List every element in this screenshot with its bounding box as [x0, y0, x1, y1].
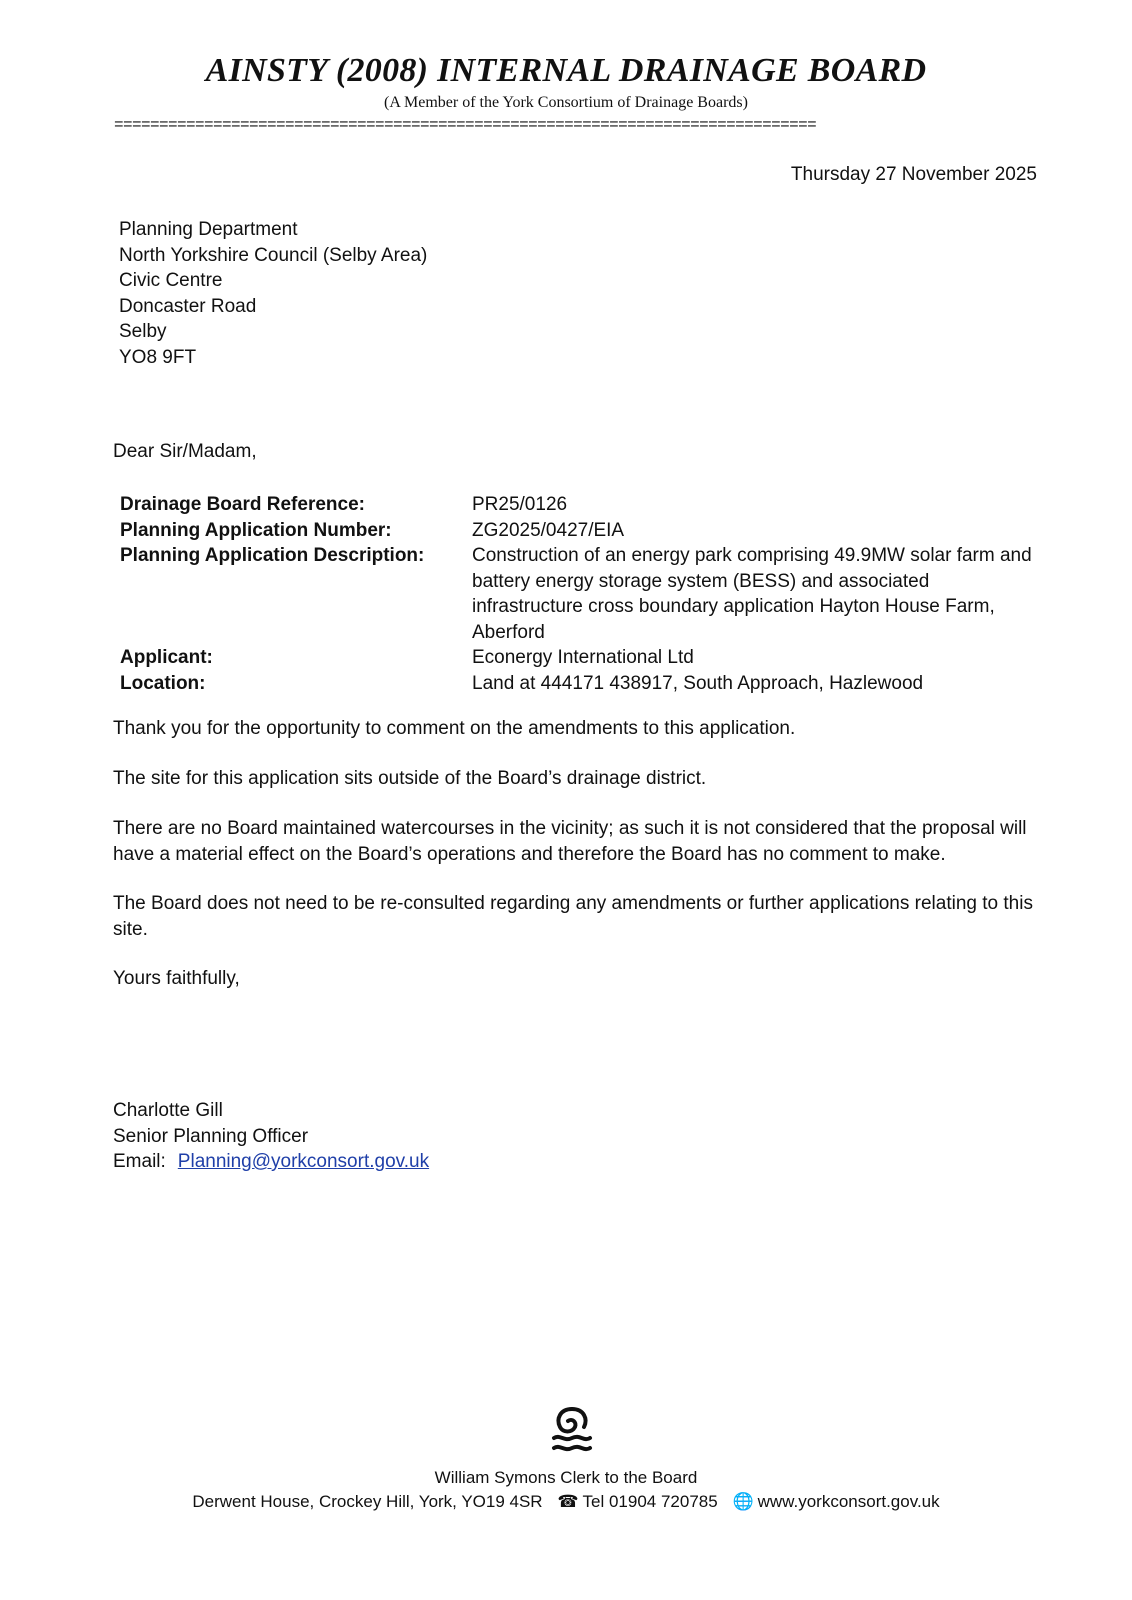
body-paragraph: Thank you for the opportunity to comment on the amendments to this application. [113, 718, 796, 739]
body-paragraph: The Board does not need to be re-consulted regarding any amendments or further applications relating to this site. [113, 893, 1033, 940]
reference-label: Drainage Board Reference: [120, 494, 365, 515]
reference-row [120, 671, 1037, 697]
reference-label: Location: [120, 672, 206, 694]
closing: Yours faithfully, [113, 968, 240, 989]
email-link[interactable]: Planning@yorkconsort.gov.uk [177, 1151, 430, 1172]
letter-date: Thursday 27 November 2025 [790, 164, 1037, 185]
email-label: Email: [113, 1151, 166, 1172]
address-line: YO8 9FT [119, 346, 197, 368]
salutation: Dear Sir/Madam, [113, 441, 257, 462]
reference-row [120, 518, 1037, 544]
reference-label: Planning Application Description: [120, 545, 425, 566]
reference-value: Construction of an energy park comprising 49.9MW solar farm and battery energy storage system (BESS) and associated infrastructure cross boundary application Hayton House Farm, Aberford [472, 545, 1032, 643]
footer-contact [0, 1492, 1132, 1512]
recipient-address [119, 217, 427, 370]
header-rule: ============================================================================== [114, 116, 817, 134]
reference-value: ZG2025/0427/EIA [472, 519, 625, 541]
reference-value: Econergy International Ltd [472, 647, 694, 668]
reference-value: PR25/0126 [472, 494, 568, 515]
email-line [113, 1149, 429, 1175]
signatory-role: Senior Planning Officer [113, 1125, 309, 1147]
footer-website[interactable]: www.yorkconsort.gov.uk [757, 1492, 940, 1511]
footer-phone: Tel 01904 720785 [582, 1492, 718, 1511]
reference-label: Applicant: [120, 647, 213, 668]
board-subtitle: (A Member of the York Consortium of Drainage Boards) [384, 94, 748, 111]
signature-block [113, 1098, 429, 1175]
address-line: Doncaster Road [119, 295, 257, 317]
reference-row [120, 543, 1037, 645]
board-title: AINSTY (2008) INTERNAL DRAINAGE BOARD [205, 52, 927, 89]
wave-logo-icon [550, 1405, 594, 1455]
address-line: Civic Centre [119, 270, 223, 291]
footer-address: Derwent House, Crockey Hill, York, YO19 4SR [192, 1492, 543, 1511]
signatory-name: Charlotte Gill [113, 1100, 223, 1121]
reference-row [120, 492, 1037, 518]
footer-clerk: William Symons Clerk to the Board [434, 1468, 698, 1487]
phone-icon: ☎ [557, 1492, 579, 1511]
reference-value: Land at 444171 438917, South Approach, Hazlewood [472, 672, 924, 694]
reference-row [120, 645, 1037, 671]
body-paragraph: There are no Board maintained watercourses in the vicinity; as such it is not considered that the proposal will have a material effect on the Board’s operations and therefore the Board has no comment to make. [113, 818, 1027, 865]
reference-label: Planning Application Number: [120, 519, 392, 541]
address-line: Selby [119, 321, 167, 342]
globe-icon: 🌐 [732, 1492, 754, 1511]
reference-table [120, 492, 1037, 696]
body-paragraph: The site for this application sits outside of the Board’s drainage district. [113, 768, 707, 789]
address-line: North Yorkshire Council (Selby Area) [119, 244, 428, 266]
address-line: Planning Department [119, 219, 298, 240]
